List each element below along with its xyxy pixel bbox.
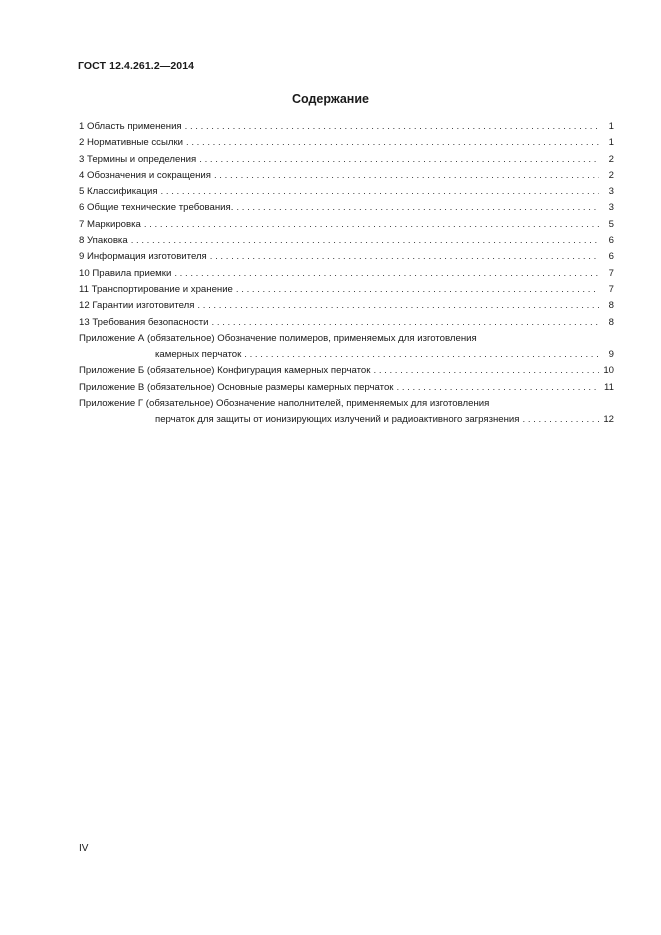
toc-entry-page: 9	[608, 349, 614, 361]
toc-entry[interactable]	[79, 298, 614, 314]
toc-entry[interactable]	[79, 119, 614, 135]
toc-appendix-g[interactable]	[79, 396, 614, 429]
toc-leader-dots	[397, 380, 600, 396]
toc-leader-dots	[199, 152, 599, 168]
toc-leader-dots	[197, 298, 599, 314]
toc-entry[interactable]	[79, 249, 614, 265]
toc-entry-title: 12 Гарантии изготовителя	[79, 300, 195, 312]
toc-entry-title: 8 Упаковка	[79, 235, 128, 247]
toc-leader-dots	[373, 363, 599, 379]
toc-entry-page: 3	[608, 202, 614, 214]
toc-entry-page: 1	[608, 137, 614, 149]
toc-entry-title: 13 Требования безопасности	[79, 316, 209, 328]
toc-entry-title: 1 Область применения	[79, 121, 182, 132]
toc-leader-dots	[236, 200, 599, 216]
table-of-contents	[79, 119, 614, 429]
toc-appendix-title: Приложение А (обязательное) Обозначение полимеров, применяемых для изготовления	[79, 332, 477, 344]
toc-leader-dots	[186, 135, 599, 151]
toc-entry[interactable]	[79, 282, 614, 298]
toc-entry-page: 5	[608, 218, 614, 230]
toc-entry-title: 4 Обозначения и сокращения	[79, 169, 211, 181]
toc-leader-dots	[131, 233, 599, 249]
toc-appendix-title: Приложение В (обязательное) Основные размеры камерных перчаток	[79, 381, 394, 393]
toc-leader-dots	[244, 347, 599, 363]
toc-entry-title: 11 Транспортирование и хранение	[79, 283, 233, 295]
toc-appendix-a[interactable]	[79, 331, 614, 364]
toc-entry-page: 10	[603, 365, 614, 377]
toc-appendix-b[interactable]	[79, 363, 614, 379]
toc-entry-title: 6 Общие технические требования.	[79, 202, 234, 214]
toc-entry-title: 3 Термины и определения	[79, 153, 197, 165]
toc-leader-dots	[144, 217, 599, 233]
toc-appendix-title: Приложение Г (обязательное) Обозначение наполнителей, применяемых для изготовления	[79, 398, 490, 410]
toc-entry-page: 8	[608, 300, 614, 312]
toc-appendix-title-cont: камерных перчаток	[155, 349, 242, 361]
toc-entry-page: 6	[608, 251, 614, 263]
toc-appendix-title-cont: перчаток для защиты от ионизирующих излучений и радиоактивного загрязнения	[155, 414, 520, 426]
toc-entry[interactable]	[79, 315, 614, 331]
toc-leader-dots	[523, 412, 600, 428]
toc-appendix-v[interactable]	[79, 380, 614, 396]
toc-leader-dots	[214, 168, 599, 184]
toc-entry[interactable]	[79, 135, 614, 151]
toc-appendix-continuation	[79, 347, 614, 363]
toc-entry[interactable]	[79, 184, 614, 200]
toc-title: Содержание	[291, 92, 369, 106]
toc-leader-dots	[236, 282, 599, 298]
toc-entry-page: 11	[604, 381, 614, 393]
toc-leader-dots	[210, 249, 599, 265]
toc-appendix-continuation	[79, 412, 614, 428]
page-number: IV	[79, 843, 89, 854]
toc-entry-title: 7 Маркировка	[79, 218, 141, 230]
toc-leader-dots	[212, 315, 599, 331]
toc-leader-dots	[185, 119, 599, 135]
standard-designation: ГОСТ 12.4.261.2—2014	[78, 60, 195, 72]
toc-entry-page: 7	[608, 283, 614, 295]
toc-entry-title: 9 Информация изготовителя	[79, 251, 207, 263]
toc-entry[interactable]	[79, 200, 614, 216]
toc-entry-title: 10 Правила приемки	[79, 267, 172, 279]
toc-entry-page: 6	[608, 235, 614, 247]
toc-entry-page: 2	[608, 169, 614, 181]
toc-entry[interactable]	[79, 233, 614, 249]
toc-entry-page: 2	[608, 153, 614, 165]
toc-entry-title: 2 Нормативные ссылки	[79, 137, 184, 149]
toc-leader-dots	[174, 266, 599, 282]
toc-entry[interactable]	[79, 266, 614, 282]
toc-entry-page: 12	[603, 414, 614, 426]
toc-entry-page: 1	[608, 121, 614, 132]
toc-appendix-title: Приложение Б (обязательное) Конфигурация камерных перчаток	[79, 365, 371, 377]
toc-entry[interactable]	[79, 168, 614, 184]
toc-entry-page: 7	[608, 267, 614, 279]
toc-entry-page: 8	[608, 316, 614, 328]
toc-entry[interactable]	[79, 152, 614, 168]
toc-entry-page: 3	[608, 186, 614, 198]
toc-entry[interactable]	[79, 217, 614, 233]
toc-entry-title: 5 Классификация	[79, 186, 158, 198]
toc-leader-dots	[161, 184, 599, 200]
